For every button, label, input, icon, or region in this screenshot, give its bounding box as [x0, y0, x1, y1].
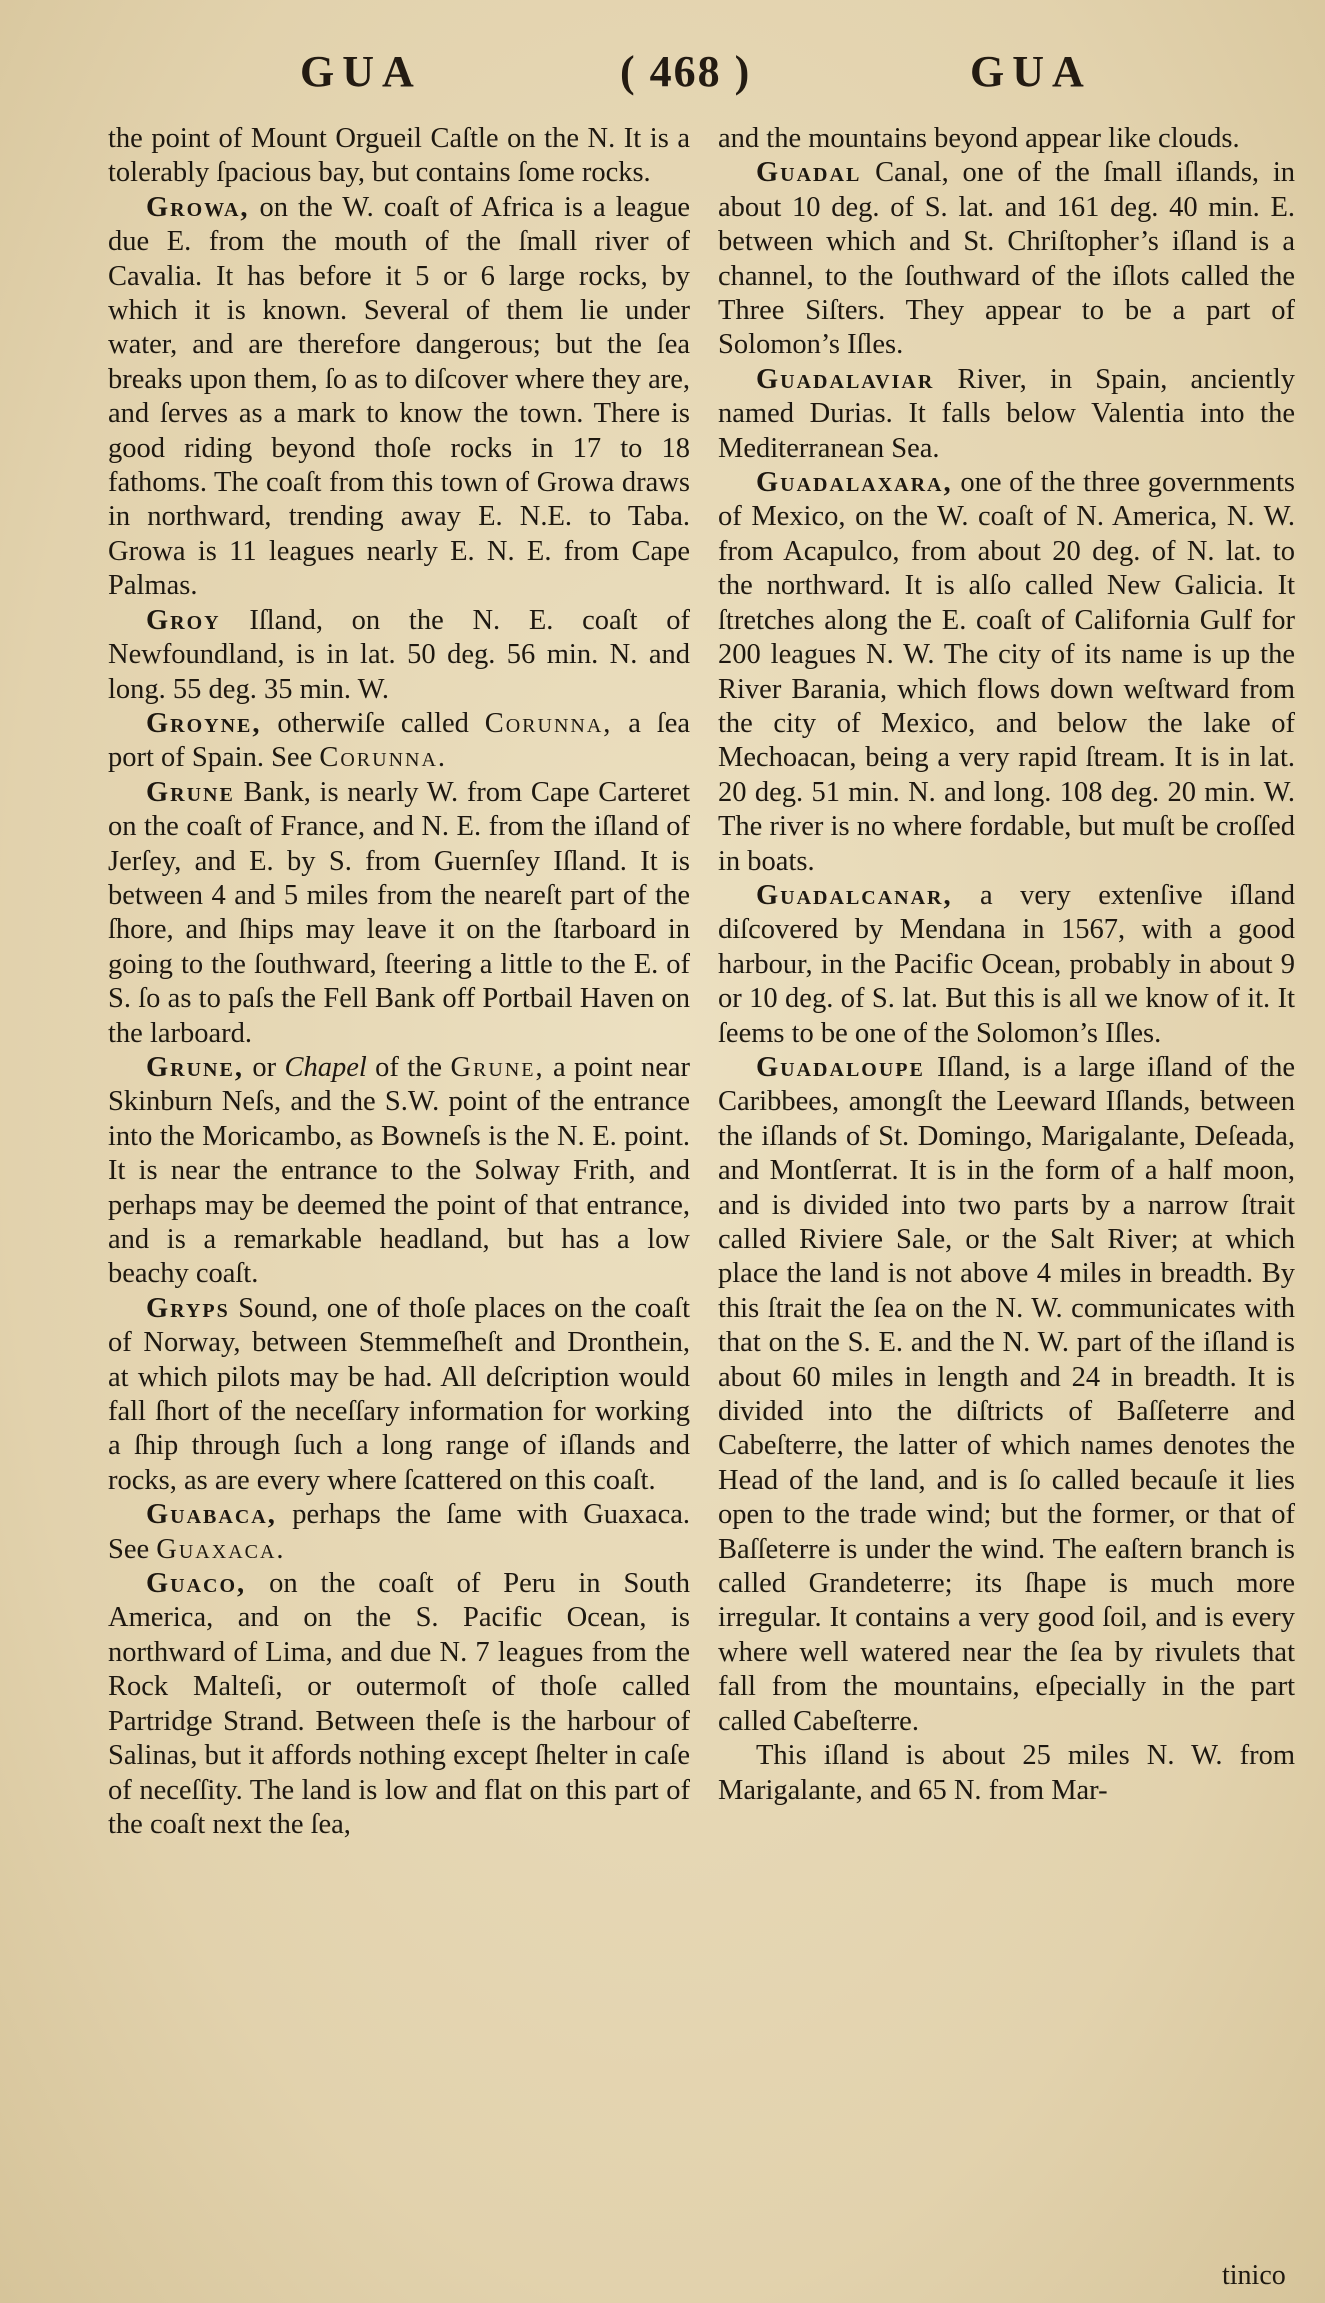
headword: Guaco,: [146, 1568, 247, 1600]
entry-guadalcanar: Guadalcanar, a very extenſive iſland diſcovered by Mendana in 1567, with a good harbour, in the Pacific Ocean, probably in about 9 or 10 deg. of S. lat. But this is all we know of it. It ſeems to be one of the Solomon’s Iſles.: [718, 879, 1295, 1049]
catchword: tinico: [1222, 2260, 1286, 2291]
headword: Guadalaxara,: [756, 467, 953, 499]
headword: Guabaca,: [146, 1499, 277, 1531]
headword: Grune: [146, 776, 235, 808]
entry-growa: Growa, on the W. coaſt of Africa is a league due E. from the mouth of the ſmall river of Cavalia. It has before it 5 or 6 large rocks, by which it is known. Several of them lie under water, and are therefore dangerous; but the ſea breaks upon them, ſo as to diſcover where they are, and ſerves as a mark to know the town. There is good riding beyond thoſe rocks in 17 to 18 fathoms. The coaſt from this town of Growa draws in northward, trending away E. N.E. to Taba. Growa is 11 leagues nearly E. N. E. from Cape Palmas.: [108, 191, 690, 602]
entry-groyne: Groyne, otherwiſe called Corunna, a ſea port of Spain. See Corunna.: [108, 707, 690, 774]
entry-guaco: Guaco, on the coaſt of Peru in South America, and on the S. Pacific Ocean, is northward of Lima, and due N. 7 leagues from the Rock Malteſi, or outermoſt of thoſe called Partridge Strand. Between theſe is the harbour of Salinas, but it affords nothing except ſhelter in caſe of neceſſity. The land is low and flat on this part of the coaſt next the ſea,: [108, 1568, 690, 1840]
entry-guadal: Guadal Canal, one of the ſmall iſlands, in about 10 deg. of S. lat. and 161 deg. 40 min. E. between which and St. Chriſtopher’s iſland is a channel, to the ſouthward of the iſlots called the Three Siſters. They appear to be a part of Solomon’s Iſles.: [718, 157, 1295, 361]
header-left: GUA: [300, 47, 422, 96]
right-column: [718, 122, 1295, 1808]
headword: Guadalaviar: [756, 363, 935, 395]
entry-grune-chapel: Grune, or Chapel of the Grune, a point near Skinburn Neſs, and the S.W. point of the entrance into the Moricambo, as Bowneſs is the N. E. point. It is near the entrance to the Solway Frith, and perhaps may be deemed the point of that entrance, and is a remarkable headland, but has a low beachy coaſt.: [108, 1051, 690, 1290]
entry-grune-bank: Grune Bank, is nearly W. from Cape Carteret on the coaſt of France, and N. E. from the iſland of Jerſey, and E. by S. from Guernſey Iſland. It is between 4 and 5 miles from the neareſt part of the ſhore, and ſhips may leave it on the ſtarboard in going to the ſouthward, ſteering a little to the E. of S. ſo as to paſs the Fell Bank off Portbail Haven on the larboard.: [108, 776, 690, 1049]
entry-guadaloupe: Guadaloupe Iſland, is a large iſland of the Caribbees, amongſt the Leeward Iſlands, between the iſlands of St. Domingo, Marigalante, Deſeada, and Montſerrat. It is in the form of a half moon, and is divided into two parts by a narrow ſtrait called Riviere Sale, or the Salt River; at which place the land is not above 4 miles in breadth. By this ſtrait the ſea on the N. W. communicates with that on the S. E. and the N. W. part of the iſland is about 60 miles in length and 24 in breadth. It is divided into the diſtricts of Baſſeterre and Cabeſterre, the latter of which names denotes the Head of the land, and is ſo called becauſe it lies open to the trade wind; but the former, or that of Baſſeterre is under the wind. The eaſtern branch is called Grandeterre; its ſhape is much more irregular. It contains a very good ſoil, and is every where well watered near the ſea by rivulets that fall from the mountains, eſpecially in the part called Cabeſterre.: [718, 1051, 1295, 1737]
left-column: [108, 122, 690, 1842]
page-number: ( 468 ): [620, 47, 752, 96]
headword: Guadalcanar,: [756, 879, 953, 911]
entry-guadalaviar: Guadalaviar River, in Spain, anciently named Durias. It falls below Valentia into the Mediterranean Sea.: [718, 363, 1295, 464]
entry-guabaca: Guabaca, perhaps the ſame with Guaxaca. See Guaxaca.: [108, 1499, 690, 1565]
headword: Grune,: [146, 1051, 244, 1083]
entry-continuation: and the mountains beyond appear like clouds.: [718, 123, 1240, 154]
cross-reference: Corunna.: [319, 742, 448, 774]
running-header: [0, 40, 1325, 110]
entry-continuation: the point of Mount Orgueil Caſtle on the N. It is a tolerably ſpacious bay, but contains ſome rocks.: [108, 123, 690, 189]
headword: Guadaloupe: [756, 1051, 925, 1083]
cross-reference: Grune,: [450, 1051, 545, 1083]
header-right: GUA: [970, 47, 1092, 96]
headword: Groy: [146, 604, 221, 636]
cross-reference: Guaxaca.: [156, 1533, 286, 1565]
cross-reference: Corunna,: [484, 707, 613, 739]
entry-gryps: Gryps Sound, one of thoſe places on the coaſt of Norway, between Stemmeſheſt and Dronthein, at which pilots may be had. All deſcription would fall ſhort of the neceſſary information for working a ſhip through ſuch a long range of iſlands and rocks, as are every where ſcattered on this coaſt.: [108, 1292, 690, 1496]
headword: Groyne,: [146, 707, 262, 739]
headword: Growa,: [146, 191, 250, 223]
entry-guadalaxara: Guadalaxara, one of the three governments of Mexico, on the W. coaſt of N. America, N. W. from Acapulco, from about 20 deg. of N. lat. to the northward. It is alſo called New Galicia. It ſtretches along the E. coaſt of California Gulf for 200 leagues N. W. The city of its name is up the River Barania, which flows down weſtward from the city of Mexico, and below the lake of Mechoacan, being a very rapid ſtream. It is in lat. 20 deg. 51 min. N. and long. 108 deg. 20 min. W. The river is no where fordable, but muſt be croſſed in boats.: [718, 467, 1295, 877]
headword: Gryps: [146, 1292, 230, 1324]
headword: Guadal: [756, 157, 862, 189]
entry-guadaloupe-cont: This iſland is about 25 miles N. W. from Marigalante, and 65 N. from Mar-: [718, 1740, 1295, 1806]
entry-groy: Groy Iſland, on the N. E. coaſt of Newfoundland, is in lat. 50 deg. 56 min. N. and long. 55 deg. 35 min. W.: [108, 604, 690, 705]
